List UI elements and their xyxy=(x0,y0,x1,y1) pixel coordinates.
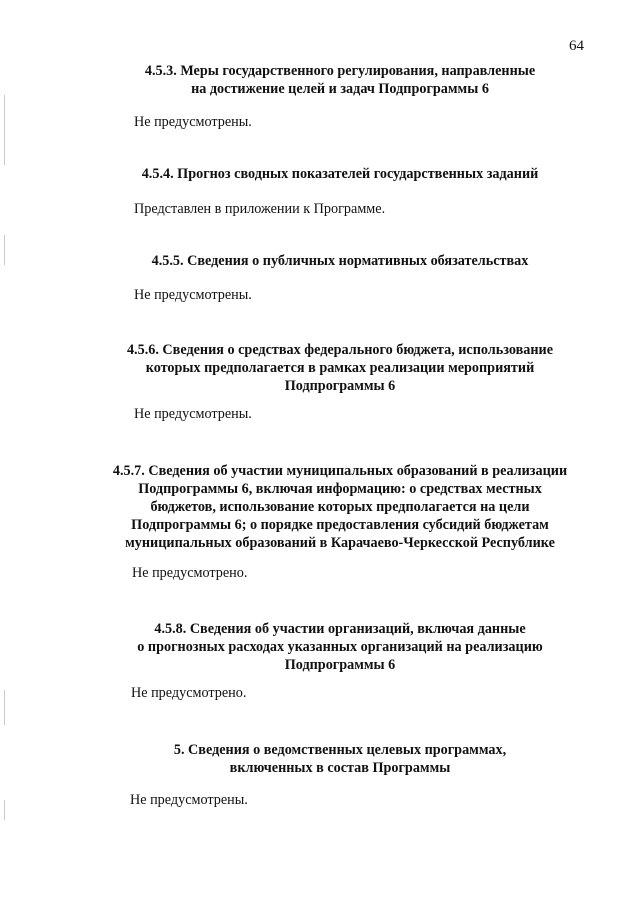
scan-edge-mark xyxy=(4,800,5,820)
section-text-5: Не предусмотрены. xyxy=(130,792,248,808)
section-heading-4-5-7 xyxy=(0,462,640,552)
heading-line: Подпрограммы 6 xyxy=(284,657,396,673)
section-text-4-5-5: Не предусмотрены. xyxy=(134,287,252,303)
section-heading-4-5-3 xyxy=(0,62,640,98)
heading-line: Подпрограммы 6, включая информацию: о средствах местных xyxy=(138,481,542,497)
page-number: 64 xyxy=(569,38,584,54)
heading-line: Подпрограммы 6 xyxy=(284,378,396,394)
section-heading-4-5-5 xyxy=(0,252,640,270)
section-heading-5 xyxy=(0,741,640,777)
section-text-4-5-6: Не предусмотрены. xyxy=(134,406,252,422)
section-text-4-5-8: Не предусмотрено. xyxy=(131,685,247,701)
heading-line: 4.5.7. Сведения об участии муниципальных образований в реализации xyxy=(112,463,568,479)
section-heading-4-5-8 xyxy=(0,620,640,674)
section-text-4-5-4: Представлен в приложении к Программе. xyxy=(134,201,386,217)
section-text-4-5-3: Не предусмотрены. xyxy=(134,114,252,130)
heading-line: 4.5.4. Прогноз сводных показателей государственных заданий xyxy=(141,166,539,182)
scan-edge-mark xyxy=(4,690,5,725)
section-heading-4-5-6 xyxy=(0,341,640,395)
heading-line: 4.5.3. Меры государственного регулирования, направленные xyxy=(144,63,536,79)
heading-line: 4.5.8. Сведения об участии организаций, включая данные xyxy=(154,621,526,637)
heading-line: 4.5.6. Сведения о средствах федерального бюджета, использование xyxy=(126,342,554,358)
heading-line: муниципальных образований в Карачаево-Черкесской Республике xyxy=(125,535,555,551)
heading-line: о прогнозных расходах указанных организаций на реализацию xyxy=(137,639,543,655)
section-heading-4-5-4 xyxy=(0,165,640,183)
heading-line: включенных в состав Программы xyxy=(229,760,451,776)
scan-edge-mark xyxy=(4,95,5,165)
heading-line: на достижение целей и задач Подпрограммы 6 xyxy=(191,81,489,97)
heading-line: бюджетов, использование которых предполагается на цели xyxy=(150,499,530,515)
section-text-4-5-7: Не предусмотрено. xyxy=(132,565,248,581)
heading-line: 5. Сведения о ведомственных целевых программах, xyxy=(173,742,507,758)
heading-line: которых предполагается в рамках реализации мероприятий xyxy=(145,360,535,376)
heading-line: 4.5.5. Сведения о публичных нормативных обязательствах xyxy=(151,253,529,269)
heading-line: Подпрограммы 6; о порядке предоставления субсидий бюджетам xyxy=(131,517,549,533)
